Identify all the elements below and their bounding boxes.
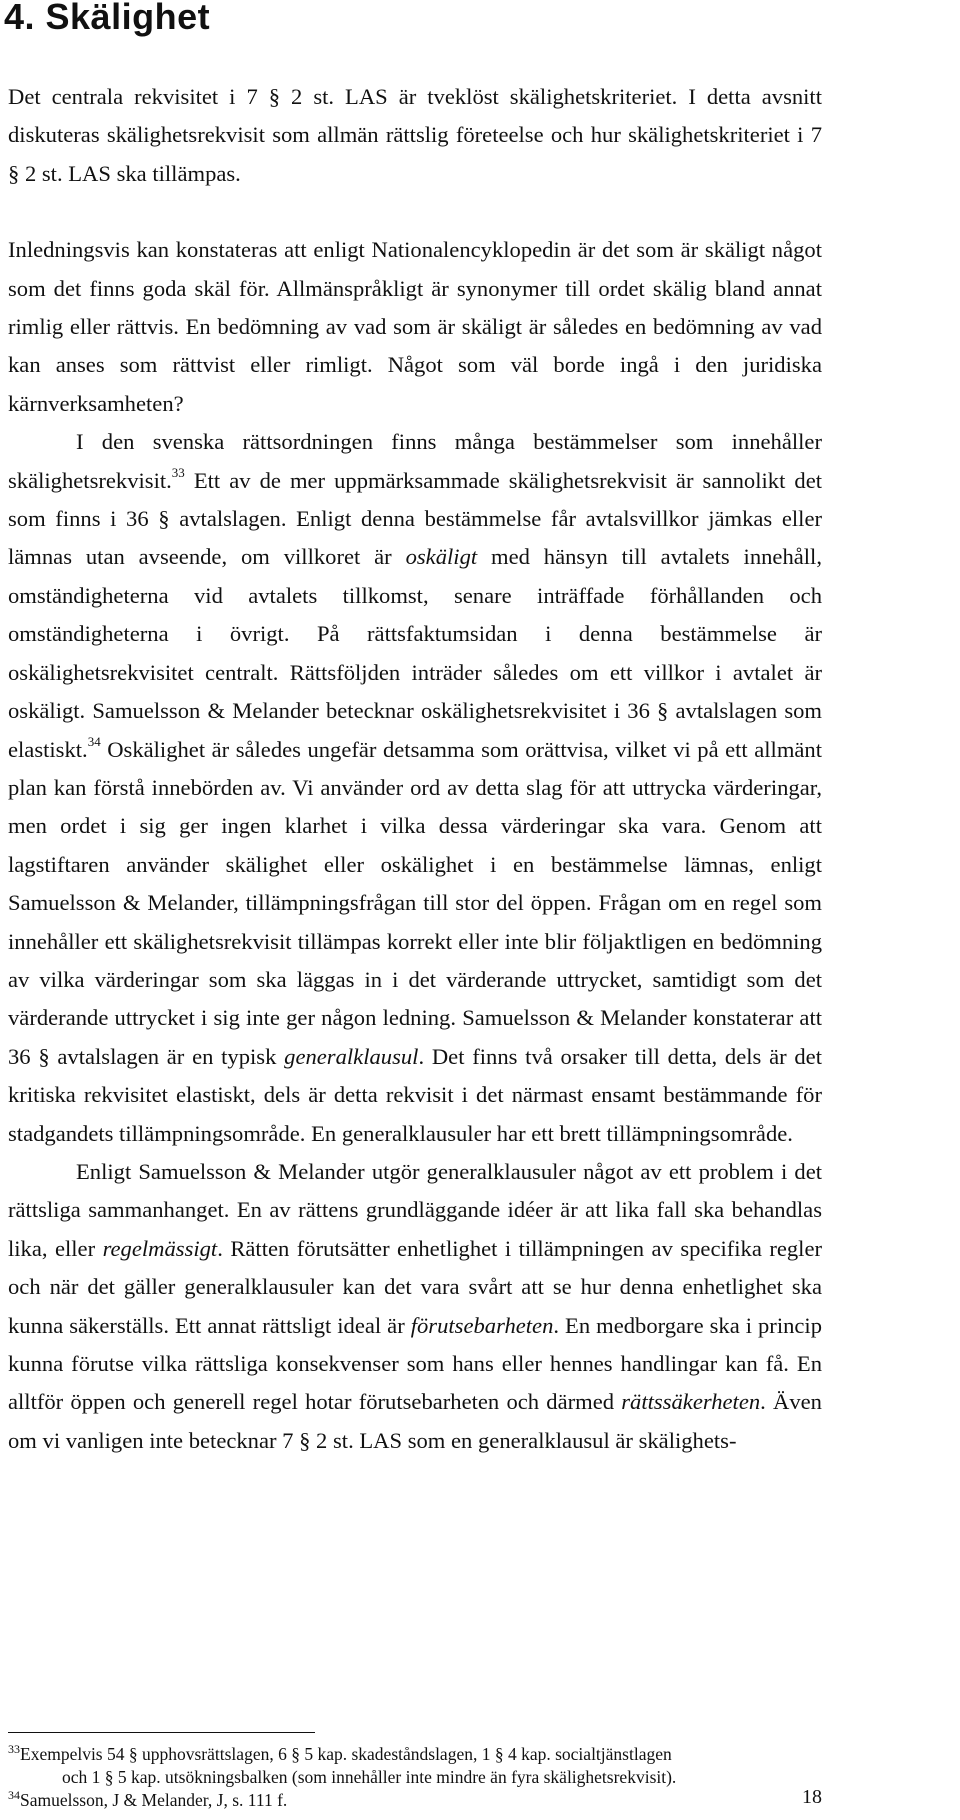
paragraph-2: Inledningsvis kan konstateras att enligt Nationalencyklopedin är det som är skäligt något som det finns goda skäl för. Allmänspråkligt är synonymer till ordet skälig bland annat rimlig eller rättvis. En bedömning av vad som är skäligt är således en bedömning av vad kan anses som rättvist eller rimligt. Något som väl borde ingå i den juridiska kärnverksamheten? bbox=[8, 237, 822, 416]
footnote-33: $^{33}$Exempelvis 54 § upphovsrättslagen, 6 § 5 kap. skadeståndslagen, 1 § 4 kap. socialtjänstlagen bbox=[8, 1742, 672, 1764]
paragraph-3: I den svenska rättsordningen finns många bestämmelser som innehåller skälighetsrekvisit.$^{33}$ Ett av de mer uppmärksammade skälighetsrekvisit är sannolikt det som finns i 36 § avtalslagen. Enligt denna bestämmelse får avtalsvillkor jämkas eller lämnas utan avseende, om villkoret är oskäligt med hänsyn till avtalets innehåll, omständigheterna vid avtalets tillkomst, senare inträffade förhållanden och omständigheterna i övrigt. På rättsfaktumsidan i denna bestämmelse är oskälighetsrekvisitet centralt. Rättsföljden inträder således om ett villkor i avtalet är oskäligt. Samuelsson & Melander betecknar oskälighetsrekvisitet i 36 § avtalslagen som elastiskt.$^{34}$ Oskälighet är således ungefär detsamma som orättvisa, vilket vi på ett allmänt plan kan förstå innebörden av. Vi använder ord av detta slag för att uttrycka värderingar, men ordet i sig ger ingen klarhet i vilka dessa värderingar ska vara. Genom att lagstiftaren använder skälighet eller oskälighet i en bestämmelse lämnas, enligt Samuelsson & Melander, tillämpningsfrågan till stor del öppen. Frågan om en regel som innehåller ett skälighetsrekvisit tillämpas korrekt eller inte blir följaktligen en bedömning av vilka värderingar som ska läggas in i det värderande uttrycket, samtidigt som det värderande uttrycket i sig inte ger någon ledning. Samuelsson & Melander konstaterar att 36 § avtalslagen är en typisk generalklausul. Det finns två orsaker till detta, dels är det kritiska rekvisitet elastiskt, dels är detta rekvisit i det närmast ensamt bestämmande för stadgandets tillämpningsområde. En generalklausuler har ett brett tillämpningsområde. bbox=[8, 429, 822, 1146]
footnote-33-continued: och 1 § 5 kap. utsökningsbalken (som innehåller inte mindre än fyra skälighetsrekvisit). bbox=[62, 1767, 677, 1787]
footnote-ref-34[interactable]: 34 bbox=[87, 733, 101, 749]
footnote-34: $^{34}$Samuelsson, J & Melander, J, s. 111 f. bbox=[8, 1788, 288, 1810]
footnotes bbox=[8, 1743, 822, 1812]
body-text bbox=[8, 78, 822, 1460]
page-number: 18 bbox=[802, 1786, 822, 1808]
paragraph-4: Enligt Samuelsson & Melander utgör generalklausuler något av ett problem i det rättsliga sammanhanget. En av rättens grundläggande idéer är att lika fall ska behandlas lika, eller regelmässigt. Rätten förutsätter enhetlighet i tillämpningen av specifika regler och när det gäller generalklausuler kan det vara svårt att se hur denna enhetlighet ska kunna säkerställs. Ett annat rättsligt ideal är förutsebarheten. En medborgare ska i princip kunna förutse vilka rättsliga konsekvenser som hans eller hennes handlingar kan få. En alltför öppen och generell regel hotar förutsebarheten och därmed rättssäkerheten. Även om vi vanligen inte betecknar 7 § 2 st. LAS som en generalklausul är skälighets- bbox=[8, 1158, 823, 1453]
section-heading: 4. Skälighet bbox=[4, 0, 211, 37]
paragraph-1: Det centrala rekvisitet i 7 § 2 st. LAS är tveklöst skälighetskriteriet. I detta avsnitt diskuteras skälighetsrekvisit som allmän rättslig företeelse och hur skälighetskriteriet i 7 § 2 st. LAS ska tillämpas. bbox=[8, 84, 822, 186]
footnote-divider bbox=[8, 1732, 315, 1733]
footnote-ref-33[interactable]: 33 bbox=[171, 465, 185, 481]
